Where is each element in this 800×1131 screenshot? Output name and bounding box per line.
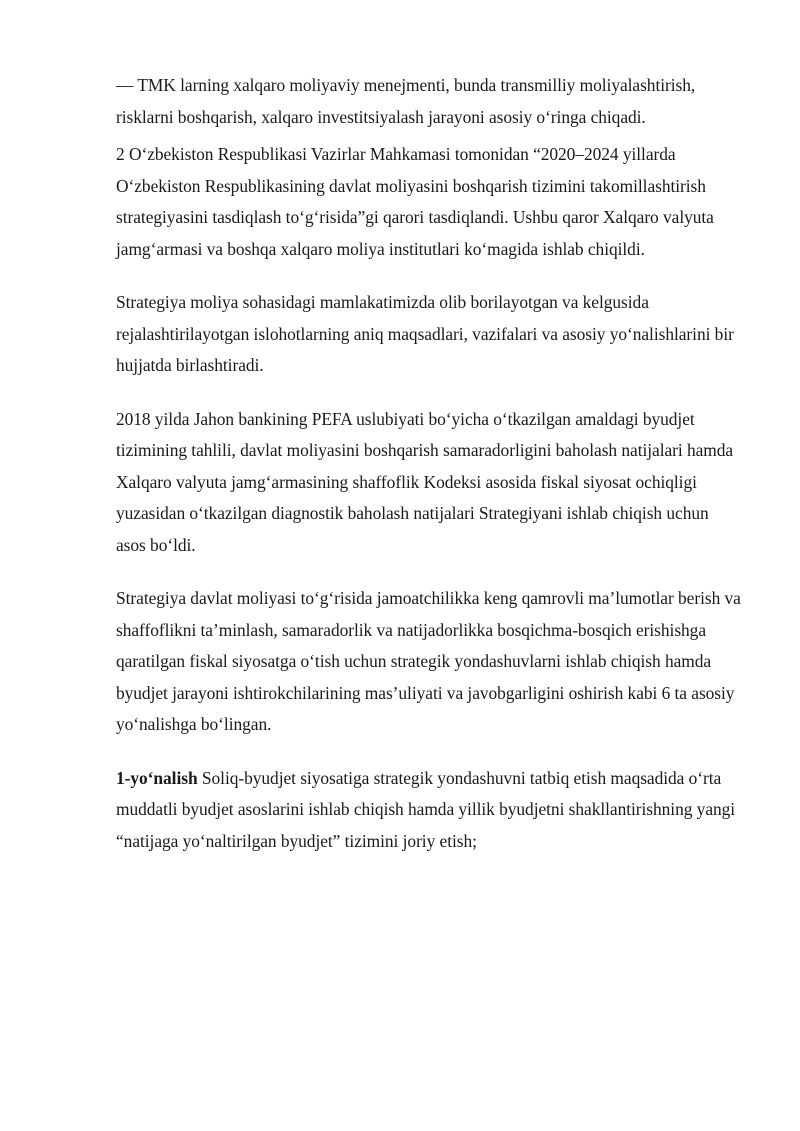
paragraph-direction-1 bbox=[116, 763, 741, 858]
paragraph-text: — TMK larning xalqaro moliyaviy menejmenti, bunda transmilliy moliyalashtirish, risklarni boshqarish, xalqaro investitsiyalash jarayoni asosiy o‘ringa chiqadi. bbox=[116, 75, 696, 127]
paragraph-strategy-goals bbox=[116, 287, 741, 382]
paragraph-tmk-management bbox=[116, 70, 741, 133]
paragraph-text: Strategiya moliya sohasidagi mamlakatimizda olib borilayotgan va kelgusida rejalashtirilayotgan islohotlarning aniq maqsadlari, vazifalari va asosiy yo‘nalishlarini bir hujjatda birlashtiradi. bbox=[116, 292, 734, 375]
paragraph-cabinet-resolution bbox=[116, 139, 741, 265]
paragraph-pefa-analysis bbox=[116, 404, 741, 562]
paragraph-text: Soliq-byudjet siyosatiga strategik yondashuvni tatbiq etish maqsadida o‘rta muddatli byudjet asoslarini ishlab chiqish hamda yillik byudjetni shakllantirishning yangi “natijaga yo‘naltirilgan byudjet” tizimini joriy etish; bbox=[116, 767, 736, 851]
paragraph-text: 2018 yilda Jahon bankining PEFA uslubiyati bo‘yicha o‘tkazilgan amaldagi byudjet tizimining tahlili, davlat moliyasini boshqarish samaradorligini baholash natijalari hamda Xalqaro valyuta jamg‘armasining shaffoflik Kodeksi asosida fiskal siyosat ochiqligi yuzasidan o‘tkazilgan diagnostik baholash natijalari Strategiyani ishlab chiqish uchun asos bo‘ldi. bbox=[116, 408, 734, 555]
paragraph-text: 2 O‘zbekiston Respublikasi Vazirlar Mahkamasi tomonidan “2020–2024 yillarda O‘zbekiston Respublikasining davlat moliyasini boshqarish tizimini takomillashtirish strategiyasini tasdiqlash to‘g‘risida”gi qarori tasdiqlandi. Ushbu qaror Xalqaro valyuta jamg‘armasi va boshqa xalqaro moliya institutlari ko‘magida ishlab chiqildi. bbox=[116, 144, 714, 259]
document-page bbox=[116, 70, 741, 857]
paragraph-strategy-directions bbox=[116, 583, 741, 741]
direction-heading: 1-yo‘nalish bbox=[116, 767, 198, 788]
paragraph-text: Strategiya davlat moliyasi to‘g‘risida jamoatchilikka keng qamrovli ma’lumotlar berish va shaffoflikni ta’minlash, samaradorlik va natijadorlikka bosqichma-bosqich erishishga qaratilgan fiskal siyosatga o‘tish uchun strategik yondashuvlarni ishlab chiqish hamda byudjet jarayoni ishtirokchilarining mas’uliyati va javobgarligini oshirish kabi 6 ta asosiy yo‘nalishga bo‘lingan. bbox=[116, 588, 741, 734]
